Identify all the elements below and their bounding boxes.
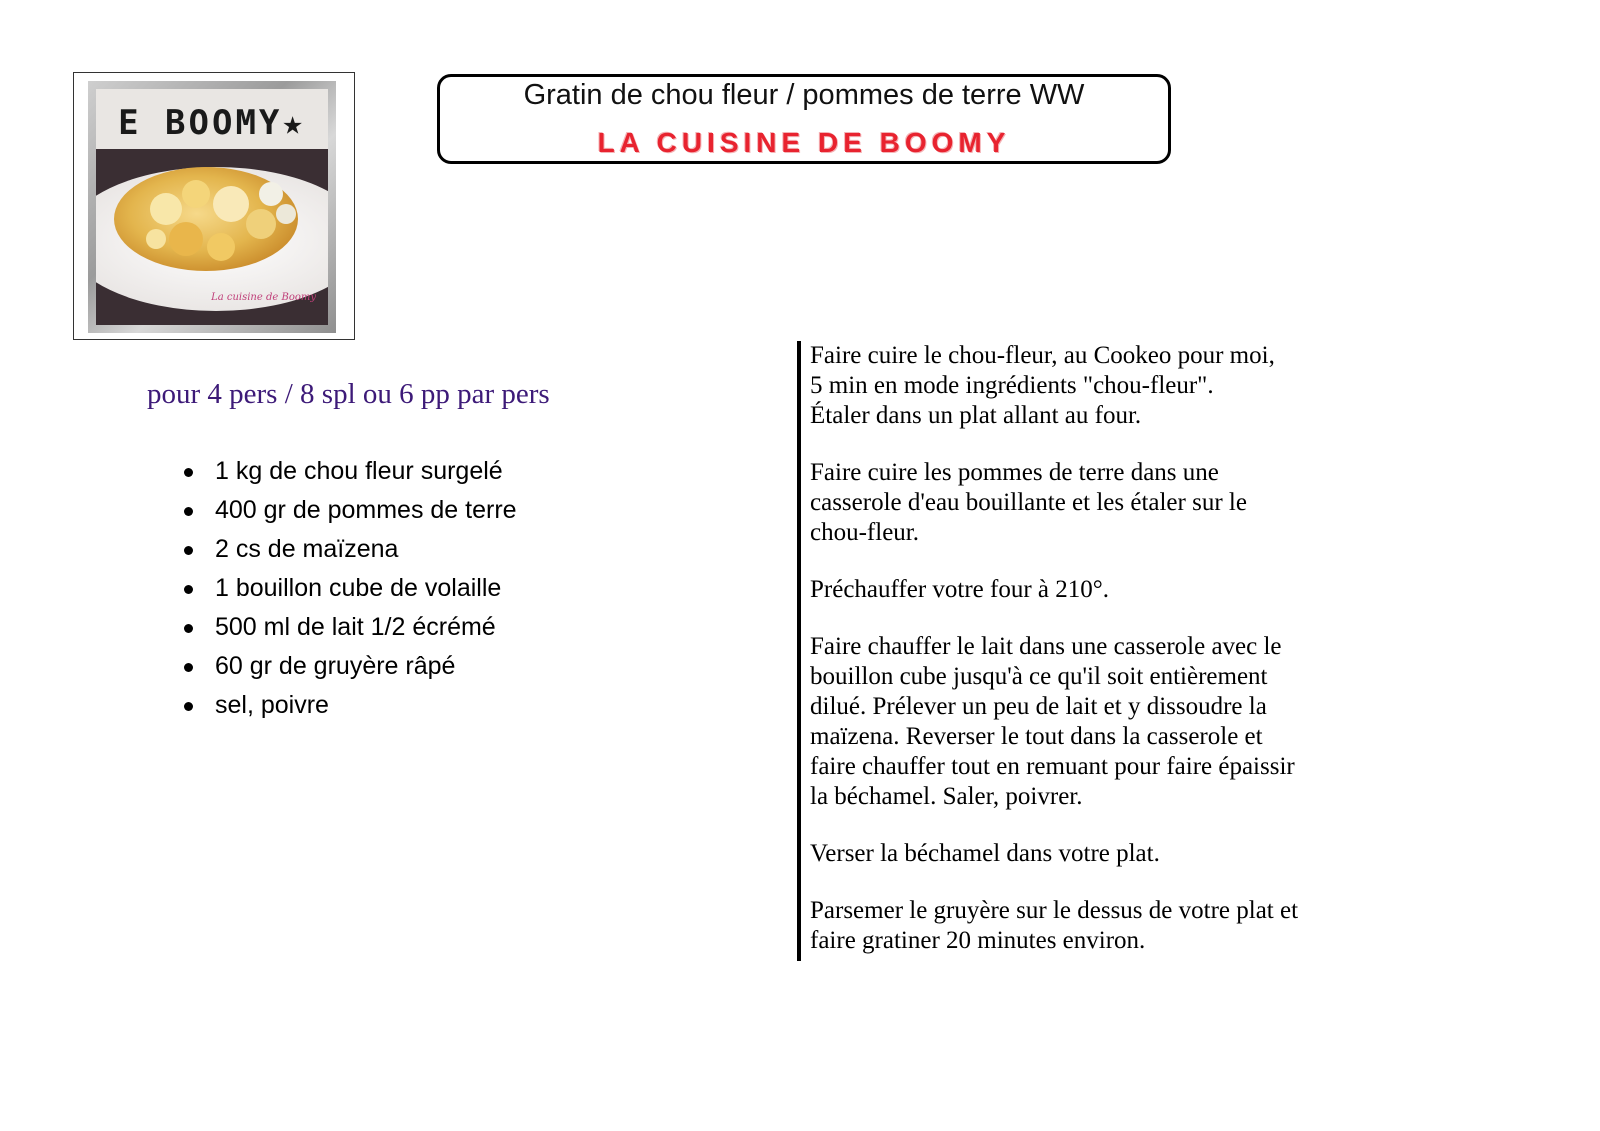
photo-watermark: La cuisine de Boomy [211, 292, 316, 303]
ingredient-item: 1 bouillon cube de volaille [180, 569, 517, 608]
instruction-step: Préchauffer votre four à 210°. [810, 576, 1109, 603]
title-box [437, 74, 1171, 164]
ingredient-item: 400 gr de pommes de terre [180, 491, 517, 530]
instruction-step: Faire chauffer le lait dans une casserole avec le bouillon cube jusqu'à ce qu'il soit entièrement dilué. Prélever un peu de lait et y dissoudre la maïzena. Reverser le tout dans la casserole et faire chauffer tout en remuant pour faire épaissir la béchamel. Saler, poivrer. [810, 633, 1295, 810]
column-divider [797, 341, 801, 961]
recipe-photo-frame [73, 72, 355, 340]
photo-sign-text: E BOOMY★ [118, 103, 306, 143]
ingredient-item: sel, poivre [180, 686, 517, 725]
instruction-step: Faire cuire le chou-fleur, au Cookeo pour moi, 5 min en mode ingrédients "chou-fleur". Étaler dans un plat allant au four. [810, 342, 1275, 429]
ingredient-item: 500 ml de lait 1/2 écrémé [180, 608, 517, 647]
instruction-step: Parsemer le gruyère sur le dessus de votre plat et faire gratiner 20 minutes environ. [810, 897, 1299, 954]
ingredient-item: 1 kg de chou fleur surgelé [180, 452, 517, 491]
recipe-photo [96, 89, 328, 325]
blog-name: LA CUISINE DE BOOMY [597, 127, 1011, 158]
ingredient-list [180, 452, 517, 725]
instruction-step: Verser la béchamel dans votre plat. [810, 840, 1160, 867]
instructions [810, 341, 1410, 983]
recipe-title: Gratin de chou fleur / pommes de terre WW [523, 79, 1085, 111]
photo-border [88, 81, 336, 333]
servings-info: pour 4 pers / 8 spl ou 6 pp par pers [147, 378, 550, 410]
instruction-step: Faire cuire les pommes de terre dans une casserole d'eau bouillante et les étaler sur le chou-fleur. [810, 459, 1247, 546]
ingredient-item: 2 cs de maïzena [180, 530, 517, 569]
ingredient-item: 60 gr de gruyère râpé [180, 647, 517, 686]
